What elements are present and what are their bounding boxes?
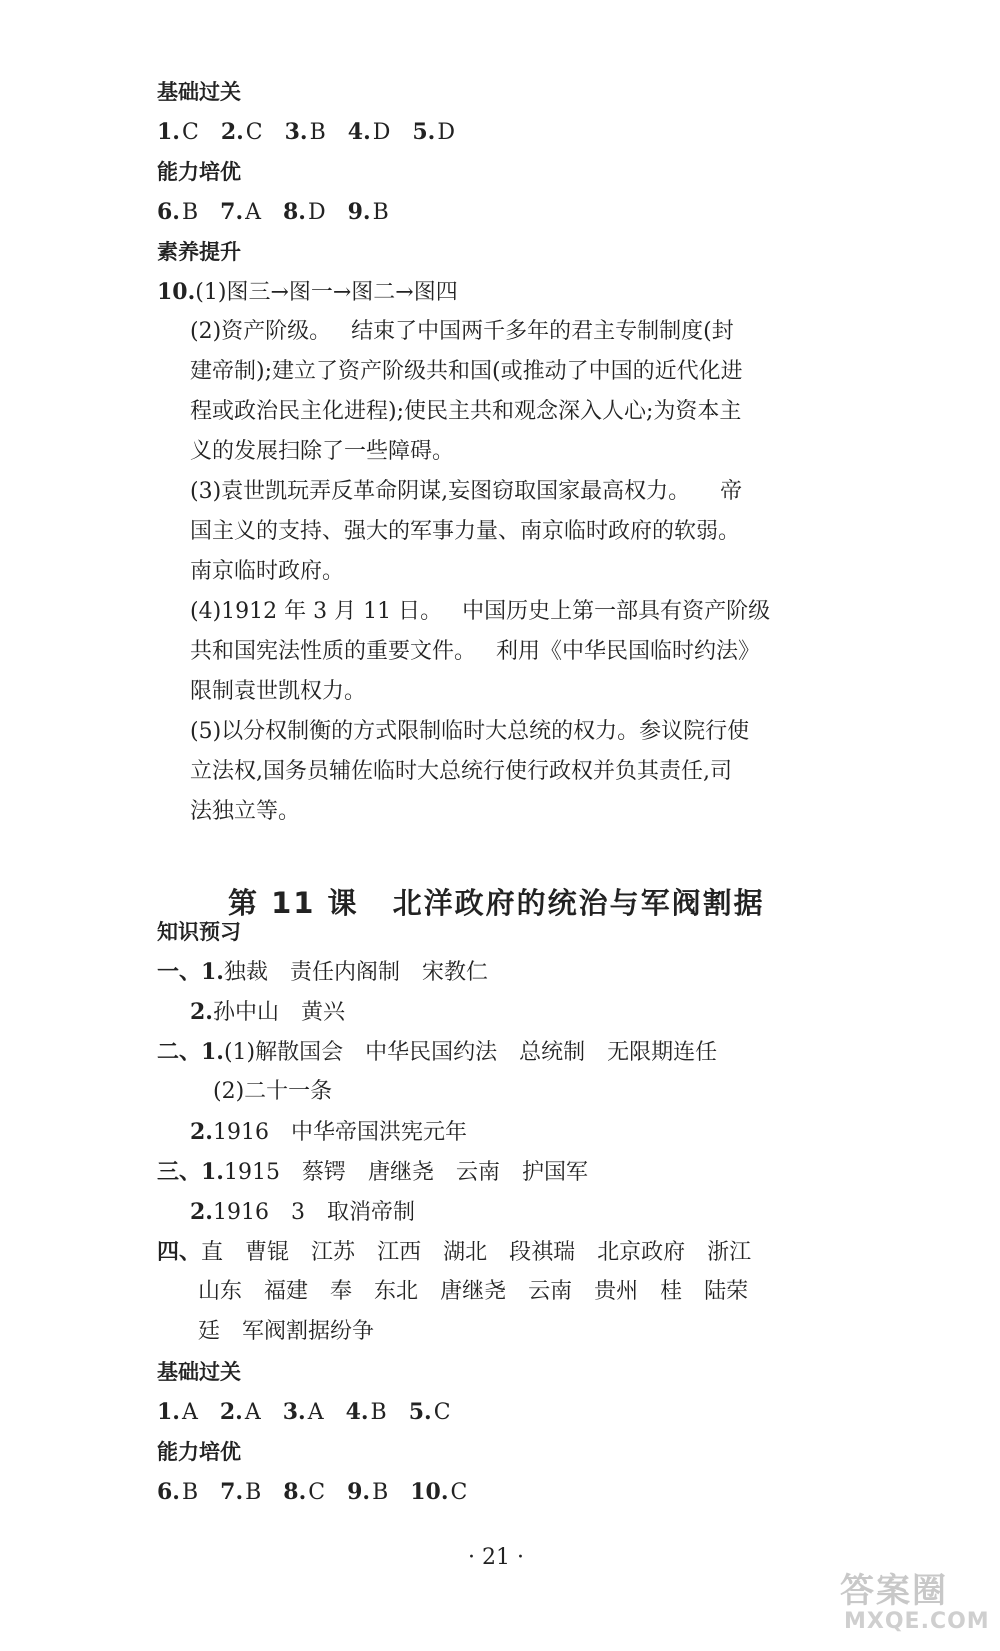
heading-ability: 能力培优	[157, 160, 241, 184]
answer-item	[409, 1400, 451, 1425]
answer-number: 5.	[412, 119, 436, 145]
answer-row-1-5	[157, 117, 477, 148]
item-3-2	[190, 1197, 415, 1228]
term: 1916	[212, 1120, 269, 1145]
item-3-2-terms	[213, 1200, 415, 1225]
answer-choice: B	[309, 120, 326, 145]
answer-choice: D	[437, 120, 455, 145]
answer-item	[220, 1480, 261, 1505]
item-2-2	[190, 1117, 467, 1148]
answer-number: 9.	[347, 1479, 371, 1505]
item-1-2	[190, 997, 345, 1028]
answer-item	[347, 1480, 388, 1505]
answer-number: 9.	[347, 199, 371, 225]
item-1-2-terms	[213, 1000, 345, 1025]
answer-item	[412, 120, 455, 145]
term: 东北	[374, 1279, 419, 1304]
answer-choice: D	[307, 200, 326, 225]
item-4-line3	[198, 1317, 374, 1347]
answer-item	[157, 1400, 198, 1425]
term: 山东	[198, 1279, 243, 1304]
answer-item	[285, 120, 326, 145]
q10-4-line1	[190, 597, 770, 627]
term: 总统制	[519, 1040, 586, 1065]
answer-choice: B	[181, 200, 199, 225]
watermark-top: 答案圈	[840, 1571, 948, 1611]
answer-choice: B	[372, 1480, 389, 1505]
answer-item	[220, 200, 261, 225]
q10-5-line3: 法独立等。	[190, 799, 301, 824]
term: 孙中山	[212, 1000, 279, 1025]
term: 江西	[377, 1240, 422, 1265]
term: 陆荣	[704, 1279, 749, 1304]
answer-item	[348, 120, 391, 145]
term: 福建	[264, 1279, 309, 1304]
q10-3-text-b: 帝	[720, 479, 743, 504]
term: 曹锟	[245, 1240, 290, 1265]
answer-choice: C	[433, 1400, 451, 1425]
q10-2-line1	[190, 317, 734, 347]
answer-number: 6.	[157, 1479, 180, 1505]
answer-row-6-9	[157, 197, 411, 228]
answer-number: 7.	[220, 1479, 244, 1505]
q10-3-line3: 南京临时政府。	[190, 559, 345, 584]
q10-2-line2: 建帝制);建立了资产阶级共和国(或推动了中国的近代化进	[190, 359, 743, 384]
answer-item	[220, 1400, 261, 1425]
term: 廷	[198, 1319, 221, 1344]
term: (1)解散国会	[223, 1040, 344, 1065]
answer-choice: A	[181, 1400, 198, 1425]
heading-basic: 基础过关	[157, 80, 241, 104]
item-2-1-terms	[224, 1040, 717, 1065]
q10-number: 10.	[157, 279, 196, 305]
q10-3-line1	[190, 477, 742, 507]
q10-2-text-a: 结束了中国两千多年的君主专制制度(封	[351, 319, 734, 344]
answer-choice: A	[307, 1400, 324, 1425]
item-1-1-terms	[224, 960, 488, 985]
lesson-number: 第 11 课	[228, 886, 359, 920]
lesson-name: 北洋政府的统治与军阀割据	[392, 886, 765, 920]
item-2-1-sub2: (2)二十一条	[213, 1079, 333, 1104]
answer-choice: C	[450, 1480, 468, 1505]
answer-item	[221, 120, 263, 145]
q10-5-line1: (5)以分权制衡的方式限制临时大总统的权力。参议院行使	[190, 719, 750, 744]
answer-choice: C	[245, 120, 263, 145]
term: 独裁	[223, 960, 268, 985]
answer-item	[157, 200, 198, 225]
q10-part1	[157, 277, 458, 308]
answer-number: 8.	[283, 199, 306, 225]
q10-4-text-c: 共和国宪法性质的重要文件。	[190, 639, 477, 664]
answer-choice: B	[370, 1400, 387, 1425]
answer-number: 6.	[157, 199, 180, 225]
heading-preview: 知识预习	[157, 920, 241, 944]
item-4-line1	[157, 1237, 751, 1268]
heading-literacy: 素养提升	[157, 240, 241, 264]
term: 贵州	[594, 1279, 639, 1304]
term: 黄兴	[300, 1000, 345, 1025]
item-2-2-label: 2.	[190, 1119, 213, 1145]
term: 奉	[330, 1279, 353, 1304]
term: 护国军	[522, 1160, 589, 1185]
answer-number: 1.	[157, 1399, 180, 1425]
answer-choice: D	[372, 120, 391, 145]
answer-item	[348, 200, 389, 225]
term: 湖北	[443, 1240, 488, 1265]
item-1-2-label: 2.	[190, 999, 213, 1025]
q10-2-line3: 程或政治民主化进程);使民主共和观念深入人心;为资本主	[190, 399, 742, 424]
answer-choice: B	[372, 200, 389, 225]
q10-3-line2: 国主义的支持、强大的军事力量、南京临时政府的软弱。	[190, 519, 741, 544]
term: 桂	[660, 1279, 683, 1304]
term: 3	[290, 1200, 305, 1225]
answer-choice: A	[245, 200, 261, 225]
answer-choice: B	[181, 1480, 199, 1505]
answer-choice: B	[245, 1480, 262, 1505]
term: 1916	[212, 1200, 269, 1225]
term: 唐继尧	[440, 1279, 507, 1304]
watermark-logo	[832, 1563, 992, 1643]
term: 云南	[456, 1160, 501, 1185]
item-3-1	[157, 1157, 588, 1188]
term: 浙江	[707, 1240, 752, 1265]
item-3-1-terms	[224, 1160, 588, 1185]
term: 1915	[223, 1160, 280, 1185]
q10-4-line3: 限制袁世凯权力。	[190, 679, 367, 704]
term: 唐继尧	[367, 1160, 434, 1185]
answer-number: 4.	[347, 119, 371, 145]
q10-4-date: (4)1912 年 3 月 11 日。	[190, 599, 443, 624]
item-1-1-label: 一、1.	[157, 959, 224, 985]
term: 段祺瑞	[509, 1240, 576, 1265]
q10-5-line2: 立法权,国务员辅佐临时大总统行使行政权并负其责任,司	[190, 759, 732, 784]
term: 云南	[528, 1279, 573, 1304]
term: 蔡锷	[301, 1160, 346, 1185]
answer-item	[157, 120, 199, 145]
answer-item	[346, 1400, 387, 1425]
q10-4-text-b: 中国历史上第一部具有资产阶级	[462, 599, 771, 624]
item-1-1	[157, 957, 488, 988]
item-2-1-label: 二、1.	[157, 1039, 224, 1065]
q10-4-line2	[190, 637, 760, 667]
item-4-line2	[198, 1277, 748, 1307]
q10-2-answer: (2)资产阶级。	[190, 319, 332, 344]
answer-number: 7.	[220, 199, 244, 225]
answer-number: 8.	[283, 1479, 307, 1505]
answer-number: 3.	[284, 119, 308, 145]
term: 军阀割据纷争	[242, 1319, 375, 1344]
answer-number: 3.	[282, 1399, 306, 1425]
answer-number: 10.	[410, 1479, 449, 1505]
heading-basic-2: 基础过关	[157, 1360, 241, 1384]
term: 中华帝国洪宪元年	[290, 1120, 467, 1145]
q10-1-text: (1)图三→图一→图二→图四	[195, 280, 458, 305]
answer-choice: C	[181, 120, 199, 145]
answer-item	[410, 1480, 467, 1505]
term: 中华民国约法	[365, 1040, 498, 1065]
answer-number: 2.	[220, 119, 244, 145]
item-3-1-label: 三、1.	[157, 1159, 224, 1185]
lesson-title	[228, 881, 765, 922]
answer-item	[157, 1480, 198, 1505]
term: 北京政府	[597, 1240, 686, 1265]
item-4-label: 四、	[157, 1239, 202, 1265]
term: 宋教仁	[422, 960, 489, 985]
term: 直	[201, 1240, 224, 1265]
answer-number: 1.	[157, 119, 180, 145]
answer-number: 4.	[345, 1399, 369, 1425]
answer-choice: C	[308, 1480, 326, 1505]
answer-choice: A	[244, 1400, 261, 1425]
watermark-bottom: MXQE.COM	[844, 1609, 990, 1634]
item-2-1	[157, 1037, 717, 1068]
item-2-2-terms	[213, 1120, 467, 1145]
answer-number: 5.	[408, 1399, 432, 1425]
answer-item	[283, 200, 326, 225]
q10-4-text-d: 利用《中华民国临时约法》	[496, 639, 761, 664]
term: 责任内阁制	[289, 960, 400, 985]
answer-number: 2.	[219, 1399, 243, 1425]
answer-item	[283, 1400, 324, 1425]
term: 江苏	[311, 1240, 356, 1265]
item-3-2-label: 2.	[190, 1199, 213, 1225]
q10-2-line4: 义的发展扫除了一些障碍。	[190, 439, 455, 464]
term: 无限期连任	[607, 1040, 718, 1065]
answer-item	[283, 1480, 325, 1505]
item-4-terms-1	[201, 1240, 751, 1265]
answer-row-2-6-10	[157, 1477, 489, 1508]
q10-3-text-a: (3)袁世凯玩弄反革命阴谋,妄图窃取国家最高权力。	[190, 479, 691, 504]
heading-ability-2: 能力培优	[157, 1440, 241, 1464]
answer-row-2-1-5	[157, 1397, 473, 1428]
page-number: · 21 ·	[468, 1545, 524, 1570]
term: 取消帝制	[326, 1200, 415, 1225]
